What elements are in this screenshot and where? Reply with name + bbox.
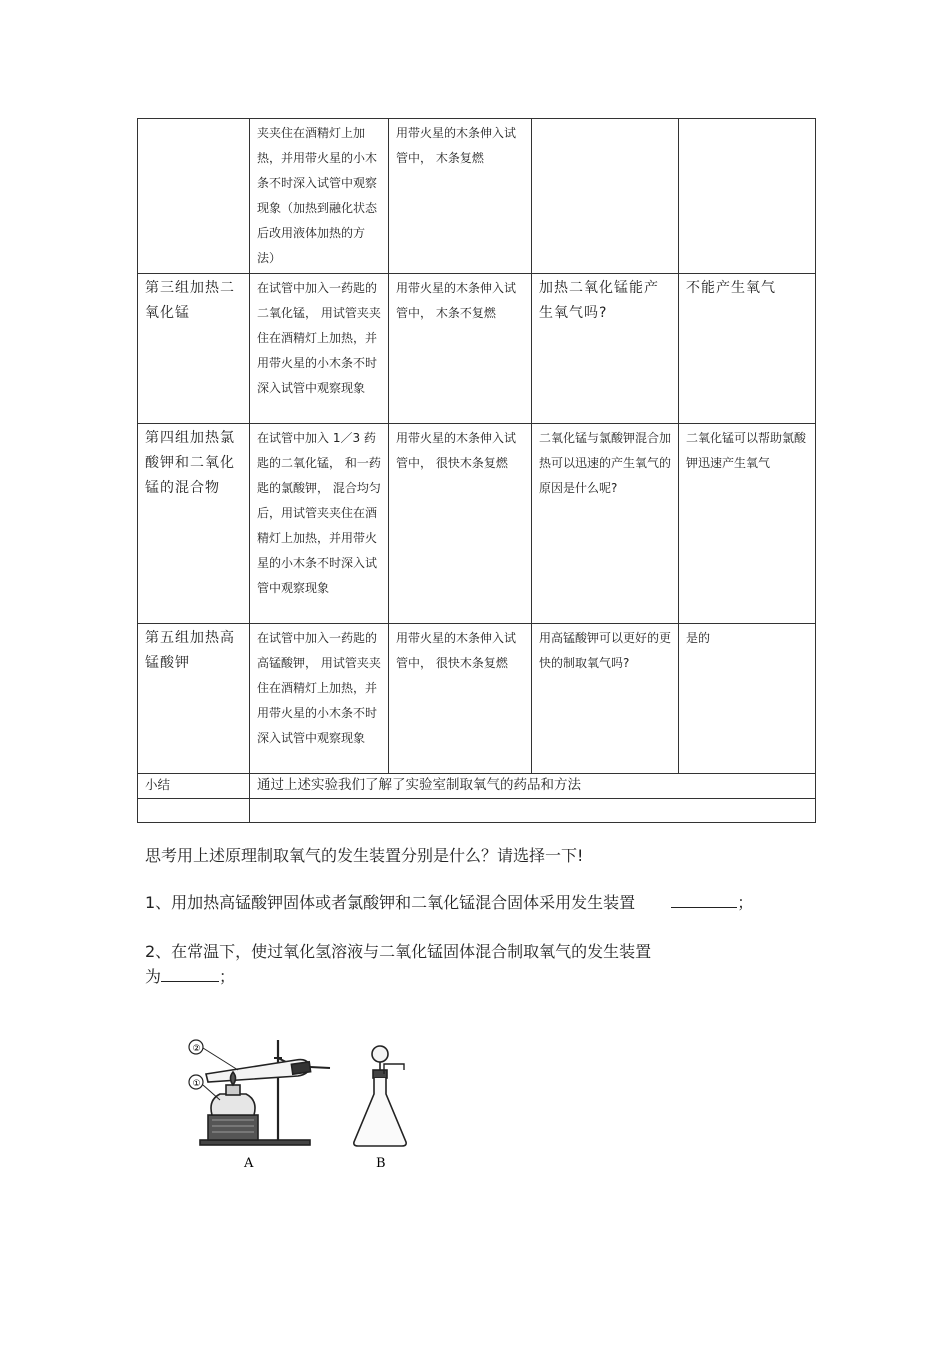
- table-row: [138, 624, 816, 774]
- summary-row: [138, 774, 816, 799]
- apparatus-b: [354, 1046, 406, 1146]
- steps-cell: 夹夹住在酒精灯上加热，并用带火星的小木条不时深入试管中观察现象（加热到融化状态后改用液体加热的方法）: [250, 119, 389, 274]
- wood-block: [208, 1115, 258, 1140]
- tube-stopper: [291, 1062, 310, 1074]
- question-1: [145, 891, 815, 915]
- apparatus-figure: [178, 1030, 438, 1175]
- question-2-end: ；: [219, 967, 236, 986]
- question-2-line2: [145, 965, 235, 989]
- steps-cell: 在试管中加入一药匙的高锰酸钾， 用试管夹夹住在酒精灯上加热，并用带火星的小木条不时深入试管中观察现象: [250, 624, 389, 774]
- summary-label: 小结: [138, 774, 250, 799]
- alcohol-lamp: [211, 1094, 255, 1115]
- marker-1: ①: [192, 1079, 201, 1089]
- question-2-text: 为: [145, 967, 162, 986]
- conclusion-cell: [679, 119, 816, 274]
- answer-blank-1[interactable]: [671, 891, 737, 908]
- group-cell: 第五组加热高锰酸钾: [138, 624, 250, 774]
- question-2-line1: 2、在常温下，使过氧化氢溶液与二氧化锰固体混合制取氧气的发生装置: [145, 942, 652, 961]
- question-cell: 加热二氧化锰能产生氧气吗?: [532, 274, 679, 424]
- table-row: [138, 119, 816, 274]
- flame: [231, 1072, 236, 1085]
- question-cell: [532, 119, 679, 274]
- phenomenon-cell: 用带火星的木条伸入试管中， 木条不复燃: [389, 274, 532, 424]
- flask-stopper: [373, 1070, 387, 1078]
- question-intro: 思考用上述原理制取氧气的发生装置分别是什么？请选择一下!: [145, 846, 584, 865]
- phenomenon-cell: 用带火星的木条伸入试管中， 木条复燃: [389, 119, 532, 274]
- table-row: [138, 274, 816, 424]
- conclusion-cell: 是的: [679, 624, 816, 774]
- phenomenon-cell: 用带火星的木条伸入试管中， 很快木条复燃: [389, 424, 532, 624]
- steps-cell: 在试管中加入 1／3 药匙的二氧化锰， 和一药匙的氯酸钾， 混合均匀后，用试管夹夹住在酒精灯上加热，并用带火星的小木条不时深入试管中观察现象: [250, 424, 389, 624]
- group-cell: 第三组加热二氧化锰: [138, 274, 250, 424]
- group-cell: [138, 119, 250, 274]
- apparatus-a: [189, 1040, 330, 1145]
- delivery-tube: [310, 1067, 330, 1068]
- label-a: A: [244, 1156, 254, 1171]
- steps-cell: 在试管中加入一药匙的二氧化锰， 用试管夹夹住在酒精灯上加热，并用带火星的小木条不时深入试管中观察现象: [250, 274, 389, 424]
- question-cell: 二氧化锰与氯酸钾混合加热可以迅速的产生氧气的原因是什么呢?: [532, 424, 679, 624]
- marker-2: ②: [192, 1044, 201, 1054]
- empty-cell: [250, 799, 816, 823]
- conical-flask: [354, 1078, 406, 1146]
- phenomenon-cell: 用带火星的木条伸入试管中， 很快木条复燃: [389, 624, 532, 774]
- question-cell: 用高锰酸钾可以更好的更快的制取氧气吗?: [532, 624, 679, 774]
- conclusion-cell: 二氧化锰可以帮助氯酸钾迅速产生氧气: [679, 424, 816, 624]
- answer-blank-2[interactable]: [161, 965, 219, 982]
- question-1-end: ；: [737, 893, 754, 912]
- label-b: B: [376, 1156, 386, 1171]
- empty-cell: [138, 799, 250, 823]
- group-cell: 第四组加热氯酸钾和二氧化锰的混合物: [138, 424, 250, 624]
- experiment-table: [137, 118, 816, 823]
- conclusion-cell: 不能产生氧气: [679, 274, 816, 424]
- empty-row: [138, 799, 816, 823]
- funnel-bulb: [372, 1046, 388, 1062]
- summary-text: 通过上述实验我们了解了实验室制取氧气的药品和方法: [250, 774, 816, 799]
- question-1-text: 1、用加热高锰酸钾固体或者氯酸钾和二氧化锰混合固体采用发生装置: [145, 893, 636, 912]
- table-row: [138, 424, 816, 624]
